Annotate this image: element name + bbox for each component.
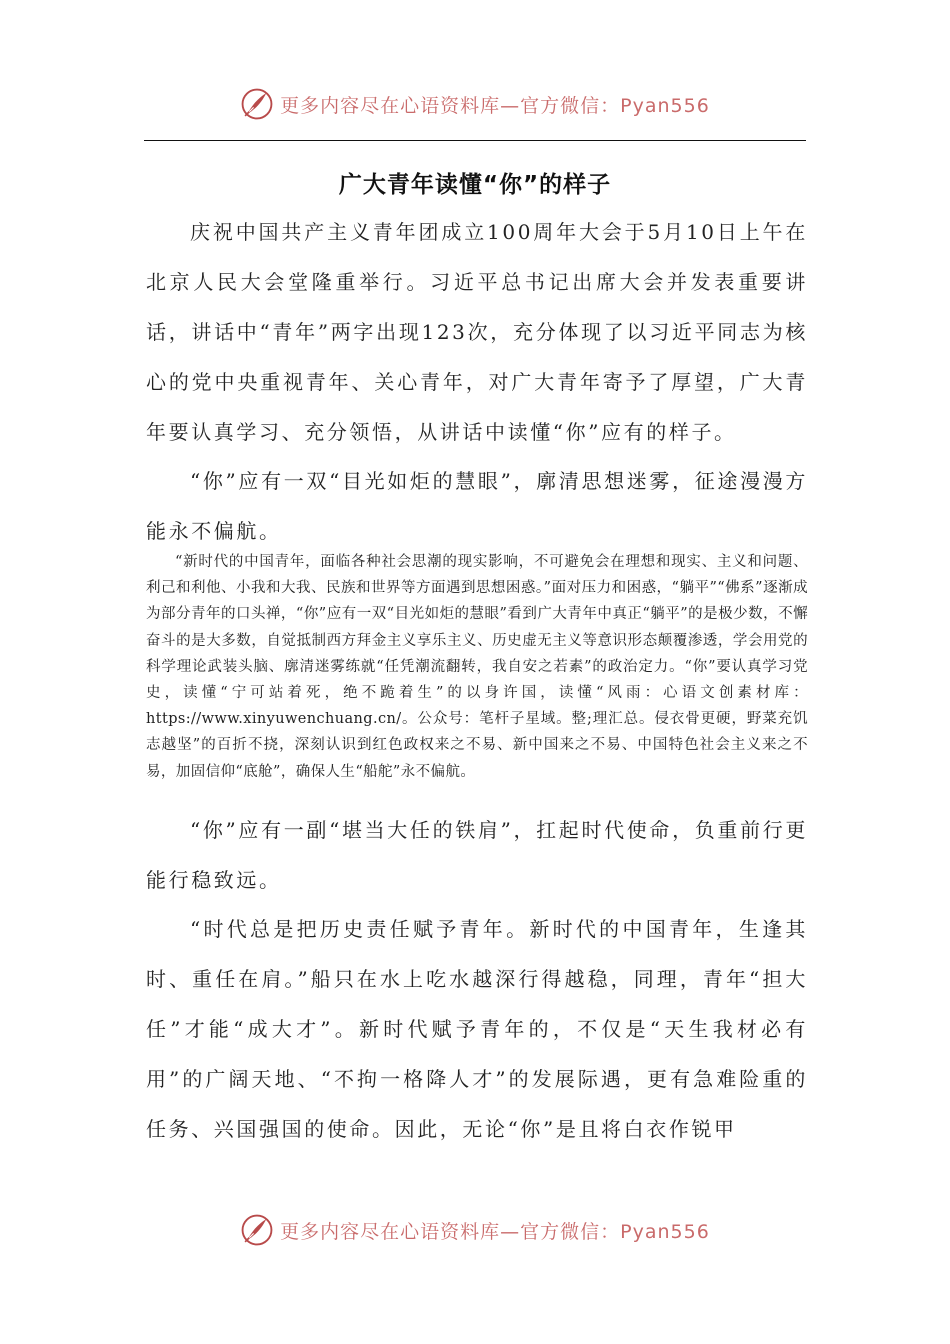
paragraph-heading-eyes: “你”应有一双“目光如炬的慧眼”，廓清思想迷雾，征途漫漫方能永不偏航。 [146, 469, 808, 543]
header-watermark [0, 82, 950, 126]
footer-watermark [0, 1208, 950, 1252]
footer-watermark-text: 更多内容尽在心语资料库—官方微信：Pyan556 [280, 1220, 710, 1243]
quill-pen-logo-icon [240, 87, 274, 121]
article-title: 广大青年读懂“你”的样子 [338, 172, 612, 198]
paragraph-eyes-body: “新时代的中国青年，面临各种社会思潮的现实影响，不可避免会在理想和现实、主义和问题、利己和利他、小我和大我、民族和世界等方面遇到思想困惑。”面对压力和困惑，“躺平”“佛系”逐渐成为部分青年的口头禅，“你”应有一双“目光如炬的慧眼”看到广大青年中真正“躺平”的是极少数，不懈奋斗的是大多数，自觉抵制西方拜金主义享乐主义、历史虚无主义等意识形态颠覆渗透，学会用党的科学理论武装头脑、廓清迷雾练就“任凭潮流翻转，我自安之若素”的政治定力。“你”要认真学习党史，读懂“宁可站着死，绝不跪着生”的以身许国，读懂“风雨：心语文创素材库：https://www.xinyuwenchuang.cn/。公众号：笔杆子星域。整;理汇总。侵衣骨更硬，野菜充饥志越坚”的百折不挠，深刻认识到红色政权来之不易、新中国来之不易、中国特色社会主义来之不易，加固信仰“底舱”，确保人生“船舵”永不偏航。 [146, 554, 808, 780]
header-watermark-text: 更多内容尽在心语资料库—官方微信：Pyan556 [280, 94, 710, 117]
quill-pen-logo-icon [240, 1213, 274, 1247]
header-divider [144, 140, 806, 141]
paragraph-heading-shoulders: “你”应有一副“堪当大任的铁肩”，扛起时代使命，负重前行更能行稳致远。 [146, 818, 808, 892]
paragraph-shoulders-body: “时代总是把历史责任赋予青年。新时代的中国青年，生逢其时、重任在肩。”船只在水上吃水越深行得越稳，同理，青年“担大任”才能“成大才”。新时代赋予青年的，不仅是“天生我材必有用”的广阔天地、“不拘一格降人才”的发展际遇，更有急难险重的任务、兴国强国的使命。因此，无论“你”是且将白衣作锐甲 [146, 917, 808, 1141]
paragraph-intro: 庆祝中国共产主义青年团成立100周年大会于5月10日上午在北京人民大会堂隆重举行。习近平总书记出席大会并发表重要讲话，讲话中“青年”两字出现123次，充分体现了以习近平同志为核心的党中央重视青年、关心青年，对广大青年寄予了厚望，广大青年要认真学习、充分领悟，从讲话中读懂“你”应有的样子。 [146, 220, 808, 444]
